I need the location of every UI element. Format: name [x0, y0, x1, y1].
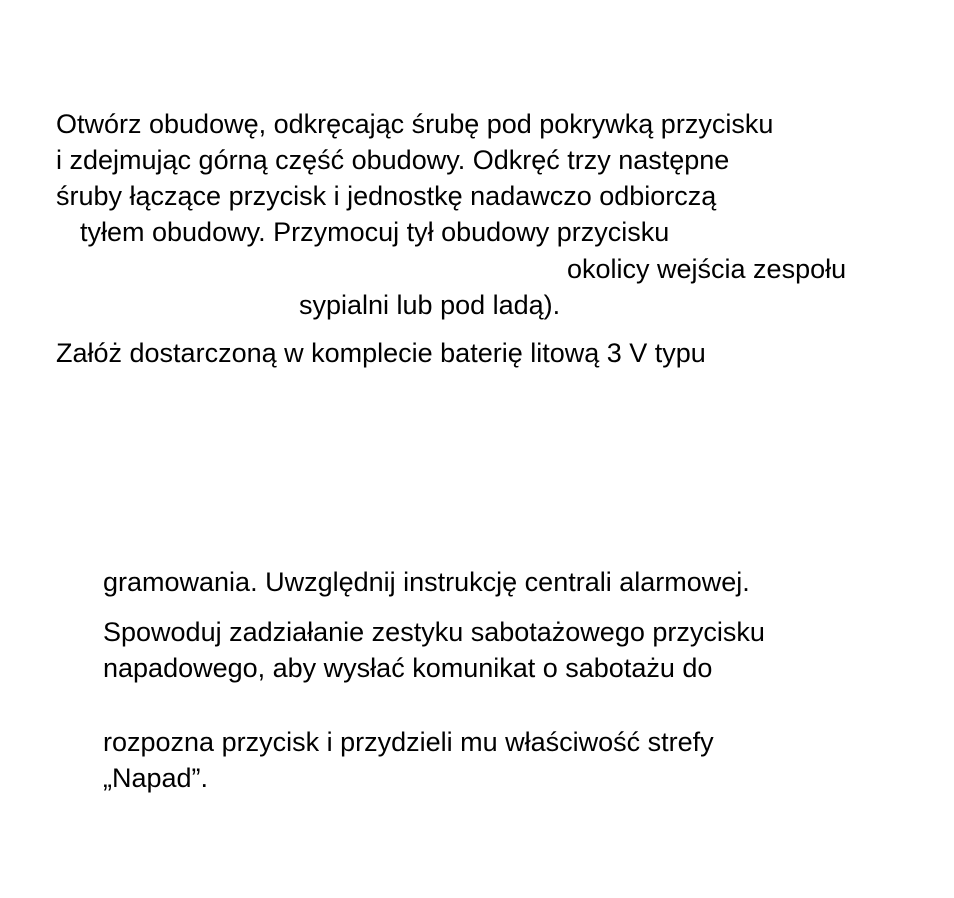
text-line: Otwórz obudowę, odkręcając śrubę pod pokrywką przycisku	[56, 109, 774, 139]
text-line: okolicy wejścia zespołu	[567, 254, 847, 284]
text-line: gramowania. Uwzględnij instrukcję centrali alarmowej.	[103, 567, 750, 597]
text-line: Spowoduj zadziałanie zestyku sabotażowego przycisku	[103, 617, 765, 647]
text-line: śruby łączące przycisk i jednostkę nadawczo odbiorczą	[56, 181, 717, 211]
text-line: i zdejmując górną część obudowy. Odkręć trzy następne	[56, 145, 730, 175]
text-line: sypialni lub pod ladą).	[299, 290, 561, 320]
text-line: tyłem obudowy. Przymocuj tył obudowy przycisku	[80, 217, 670, 247]
text-line: „Napad”.	[103, 763, 209, 793]
text-line: napadowego, aby wysłać komunikat o sabotażu do	[103, 653, 713, 683]
text-line: Załóż dostarczoną w komplecie baterię litową 3 V typu	[56, 338, 706, 368]
text-line: rozpozna przycisk i przydzieli mu właściwość strefy	[103, 727, 714, 757]
